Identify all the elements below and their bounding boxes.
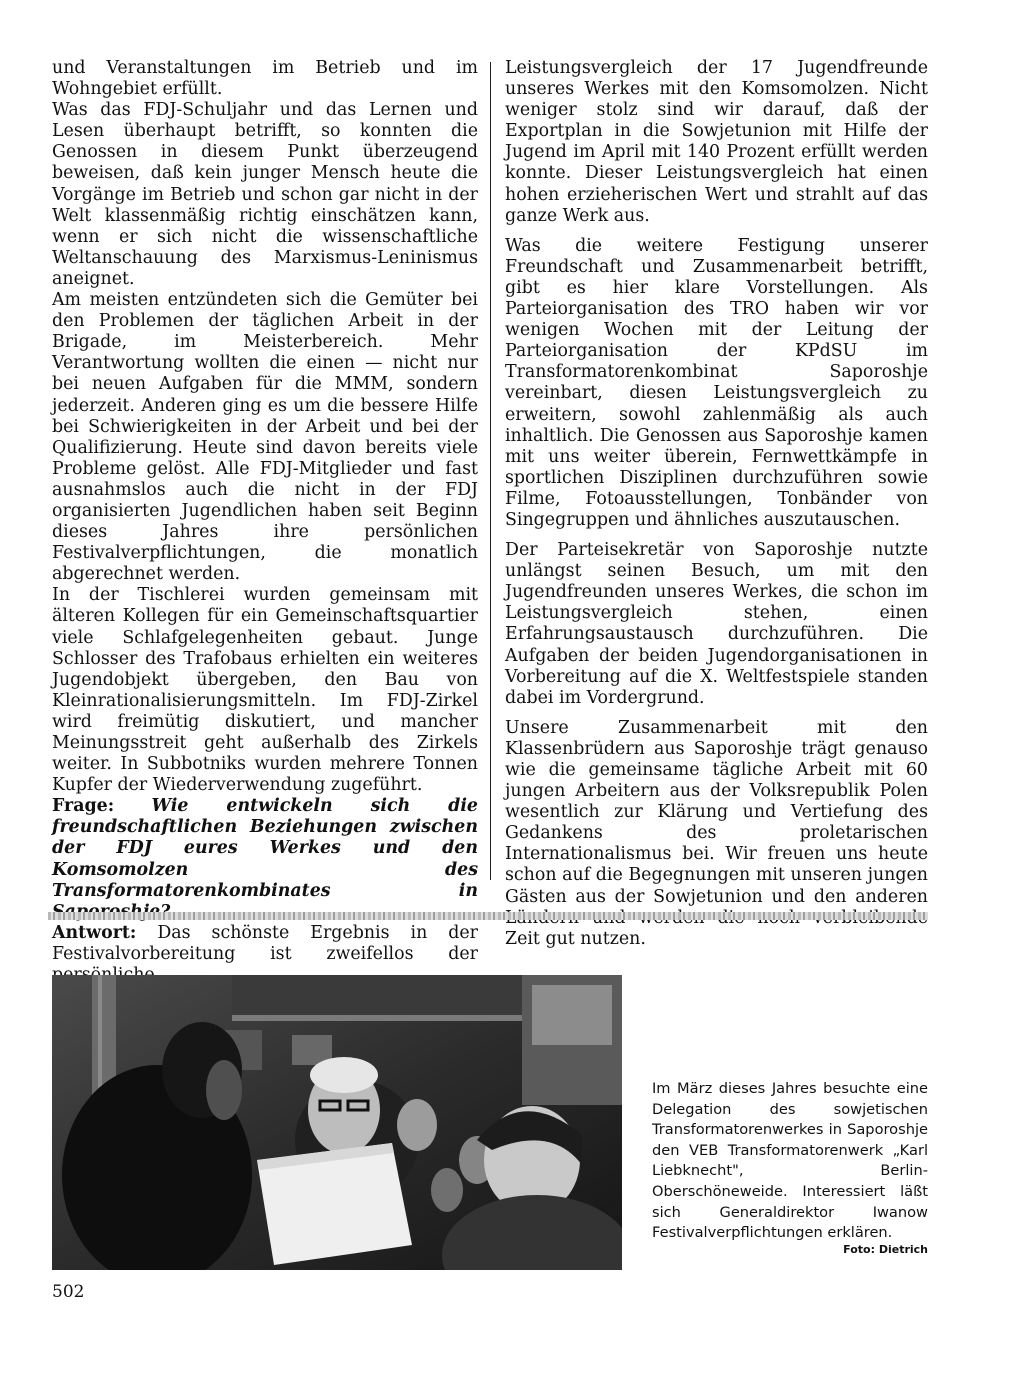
interview-question [52,796,478,923]
paragraph: In der Tischlerei wurden gemeinsam mit älteren Kollegen für ein Gemeinschaftsquartier viele Schlafgelegenheiten gebaut. Junge Schlosser des Trafobaus erhielten ein weiteres Jugendobjekt übergeben, den Bau von Kleinrationalisierungsmitteln. Im FDJ-Zirkel wird freimütig diskutiert, und mancher Meinungsstreit geht außerhalb des Zirkels weiter. In Subbotniks wurden mehrere Tonnen Kupfer der Wiederverwendung zugeführt. [52,585,478,796]
photo-illustration [52,975,622,1270]
column-divider [490,62,491,880]
news-photo [52,975,622,1270]
question-label: Frage: [52,796,115,817]
question-text: Wie entwickeln sich die freundschaftlichen Beziehungen zwischen der FDJ eures Werkes und den Komsomolzen des Transformatorenkombinates in [52,796,478,901]
answer-label: Antwort: [52,922,137,943]
page-number: 502 [52,1282,85,1302]
paragraph: Unsere Zusammenarbeit mit den Klassenbrüdern aus Saporoshje trägt genauso wie die gemeinsame tägliche Arbeit mit 60 jungen Arbeitern aus der Volksrepublik Polen wesentlich zur Klärung und Vertiefung des Gedankens des proletarischen Internationalismus bei. Wir freuen uns heute schon auf die Begegnungen mit unseren jungen Gästen aus der Sowjetunion und den anderen Zeit gut nutzen. [505,717,928,949]
left-column [52,58,478,986]
paragraph: Was das FDJ-Schuljahr und das Lernen und Lesen überhaupt betrifft, so konnten die Genossen in diesem Punkt überzeugend beweisen, daß kein junger Mensch heute die Vorgänge im Betrieb und schon gar nicht in der Welt klassenmäßig richtig einschätzen kann, wenn er sich nicht die wissenschaftliche Weltanschauung des Marxismus-Leninismus aneignet. [52,100,478,289]
paragraph: Am meisten entzündeten sich die Gemüter bei den Problemen der täglichen Arbeit in der Brigade, im Meisterbereich. Mehr Verantwortung wollten die einen — nicht nur bei neuen Aufgaben für die MMM, sondern jederzeit. Anderen ging es um die bessere Hilfe bei Schwierigkeiten in der Arbeit und bei der Qualifizierung. Heute sind davon bereits viele Probleme gelöst. Alle FDJ-Mitglieder und fast ausnahmslos auch die nicht in der FDJ organisierten Jugendlichen haben seit Beginn dieses Jahres ihre persönlichen Festivalverpflichtungen, die monatlich abgerechnet werden. [52,290,478,585]
paragraph: Leistungsvergleich der 17 Jugendfreunde unseres Werkes mit den Komsomolzen. Nicht weniger stolz sind wir darauf, daß der Exportplan in die Sowjetunion mit Hilfe der Jugend im April mit 140 Prozent erfüllt werden konnte. Dieser Leistungsvergleich hat einen hohen erzieherischen Wert und strahlt auf das ganze Werk aus. [505,58,928,226]
paragraph: und Veranstaltungen im Betrieb und im Wohngebiet erfüllt. [52,58,478,100]
separator-band [48,912,928,920]
photo-caption: Im März dieses Jahres besuchte eine Delegation des sowjetischen Transformatorenwerkes in Saporoshje den VEB Transformatorenwerk „Karl Liebknecht", Berlin-Oberschöneweide. Interessiert läßt sich Generaldirektor Iwanow Festivalverpflichtungen erklären. [652,1080,928,1242]
answer-text: Das schönste Ergebnis in der Festivalvorbereitung ist zweifellos der [52,922,478,964]
paragraph: Was die weitere Festigung unserer Freundschaft und Zusammenarbeit betrifft, gibt es hier klare Vorstellungen. Als Parteiorganisation des TRO haben wir vor wenigen Wochen mit der Leitung der Parteiorganisation der KPdSU im Transformatorenkombinat Saporoshje vereinbart, diesen Leistungsvergleich zu erweitern, sowohl zahlenmäßig als auch inhaltlich. Die Genossen aus Saporoshje kamen mit uns weiter überein, Fernwettkämpfe in sportlichen Disziplinen durchzuführen sowie Filme, Fotoausstellungen, Tonbänder von Singegruppen und ähnliches auszutauschen. [505,235,928,530]
photo-credit: Foto: Dietrich [843,1243,928,1256]
paragraph: Der Parteisekretär von Saporoshje nutzte unlängst seinen Besuch, um mit den Jugendfreunden unseres Werkes, die schon im Leistungsvergleich stehen, einen Erfahrungsaustausch durchzuführen. Die Aufgaben der beiden Jugendorganisationen in Vorbereitung auf die X. Weltfestspiele standen dabei im Vordergrund. [505,540,928,708]
right-column [505,58,928,950]
